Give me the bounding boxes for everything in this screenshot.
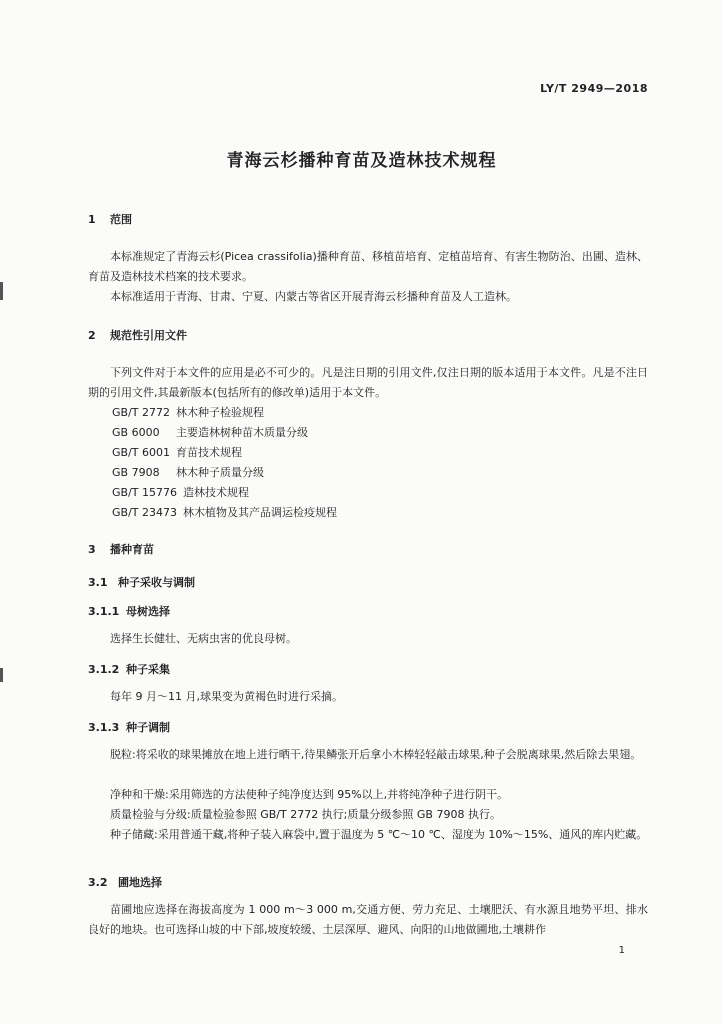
subsection-title: 圃地选择 <box>118 876 162 889</box>
scan-edge-mark <box>0 282 3 300</box>
paragraph: 选择生长健壮、无病虫害的优良母树。 <box>110 632 297 645</box>
paragraph: 每年 9 月～11 月,球果变为黄褐色时进行采摘。 <box>110 690 343 703</box>
reference-item <box>112 424 308 440</box>
paragraph: 脱粒:将采收的球果摊放在地上进行晒干,待果鳞张开后拿小木棒轻轻敲击球果,种子会脱离球果,然后除去果翅。 <box>110 748 642 761</box>
reference-item <box>112 404 264 420</box>
section-number: 2 <box>88 329 96 342</box>
reference-title: 林木植物及其产品调运检疫规程 <box>183 506 337 519</box>
section-number: 3 <box>88 543 96 556</box>
subsection-heading <box>88 574 195 590</box>
subsection-heading <box>88 874 162 890</box>
subsubsection-title: 种子采集 <box>126 663 170 676</box>
paragraph: 种子储藏:采用普通干藏,将种子装入麻袋中,置于温度为 5 ℃～10 ℃、湿度为 10%～15%、通风的库内贮藏。 <box>110 828 648 841</box>
reference-title: 林木种子质量分级 <box>176 466 264 479</box>
subsubsection-number: 3.1.3 <box>88 721 120 734</box>
subsection-number: 3.1 <box>88 576 108 589</box>
reference-code: GB/T 6001 <box>112 446 170 459</box>
section-title: 规范性引用文件 <box>110 329 187 342</box>
subsubsection-title: 母树选择 <box>126 605 170 618</box>
reference-item <box>112 444 242 460</box>
subsubsection-number: 3.1.2 <box>88 663 120 676</box>
subsubsection-heading <box>88 603 170 619</box>
subsection-number: 3.2 <box>88 876 108 889</box>
reference-title: 造林技术规程 <box>183 486 249 499</box>
section-heading <box>88 211 132 227</box>
paragraph: 本标准适用于青海、甘肃、宁夏、内蒙古等省区开展青海云杉播种育苗及人工造林。 <box>110 290 517 303</box>
reference-code: GB/T 23473 <box>112 506 177 519</box>
reference-item <box>112 504 337 520</box>
subsection-title: 种子采收与调制 <box>118 576 195 589</box>
standard-number: LY/T 2949—2018 <box>540 82 648 95</box>
paragraph: 净种和干燥:采用筛选的方法使种子纯净度达到 95%以上,并将纯净种子进行阴干。 <box>110 788 509 801</box>
subsubsection-number: 3.1.1 <box>88 605 120 618</box>
paragraph: 下列文件对于本文件的应用是必不可少的。凡是注日期的引用文件,仅注日期的版本适用于本文件。凡是不注日期的引用文件,其最新版本(包括所有的修改单)适用于本文件。 <box>88 366 648 399</box>
subsubsection-heading <box>88 719 170 735</box>
reference-code: GB 7908 <box>112 466 160 479</box>
section-title: 播种育苗 <box>110 543 154 556</box>
reference-code: GB/T 15776 <box>112 486 177 499</box>
reference-item <box>112 464 264 480</box>
reference-item <box>112 484 249 500</box>
section-heading <box>88 541 154 557</box>
page-number: 1 <box>618 945 625 956</box>
section-title: 范围 <box>110 213 132 226</box>
paragraph: 质量检验与分级:质量检验参照 GB/T 2772 执行;质量分级参照 GB 7908 执行。 <box>110 808 501 821</box>
section-number: 1 <box>88 213 96 226</box>
paragraph: 苗圃地应选择在海拔高度为 1 000 m～3 000 m,交通方便、劳力充足、土壤肥沃、有水源且地势平坦、排水良好的地块。也可选择山坡的中下部,坡度较缓、土层深厚、避风、向阳的山地做圃地,土壤耕作 <box>88 903 648 936</box>
scan-edge-mark <box>0 668 3 682</box>
reference-title: 主要造林树种苗木质量分级 <box>176 426 308 439</box>
section-heading <box>88 327 187 343</box>
reference-code: GB/T 2772 <box>112 406 170 419</box>
reference-title: 林木种子检验规程 <box>176 406 264 419</box>
subsubsection-heading <box>88 661 170 677</box>
document-title: 青海云杉播种育苗及造林技术规程 <box>226 151 497 171</box>
paragraph: 本标准规定了青海云杉(Picea crassifolia)播种育苗、移植苗培育、定植苗培育、有害生物防治、出圃、造林、育苗及造林技术档案的技术要求。 <box>88 250 648 283</box>
subsubsection-title: 种子调制 <box>126 721 170 734</box>
reference-code: GB 6000 <box>112 426 160 439</box>
reference-title: 育苗技术规程 <box>176 446 242 459</box>
